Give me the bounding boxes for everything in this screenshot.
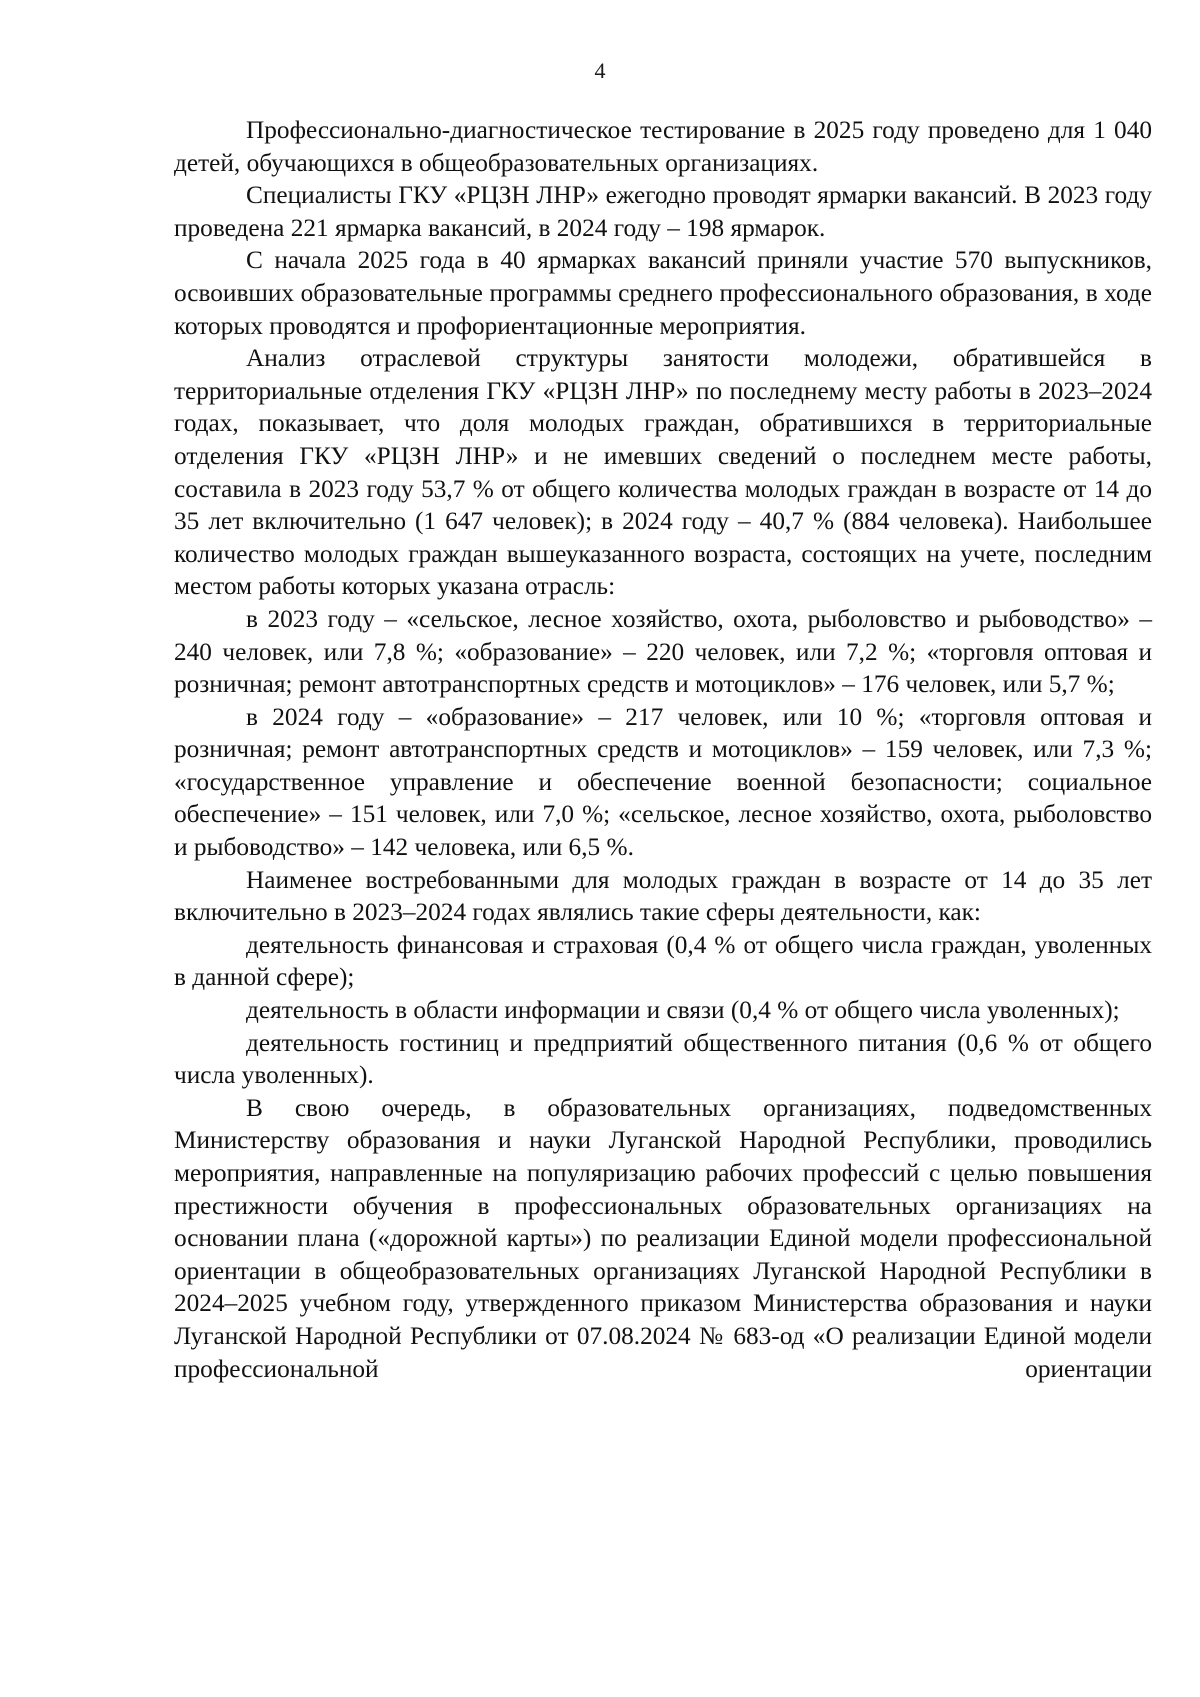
paragraph-employment-analysis: Анализ отраслевой структуры занятости молодежи, обратившейся в территориальные отделения ГКУ «РЦЗН ЛНР» по последнему месту работы в 2023–2024 годах, показывает, что доля молодых граждан, обратившихся в территориальные отделения ГКУ «РЦЗН ЛНР» и не имевших сведений о последнем месте работы, составила в 2023 году 53,7 % от общего количества молодых граждан в возрасте от 14 до 35 лет включительно (1 647 человек); в 2024 году – 40,7 % (884 человека). Наибольшее количество молодых граждан вышеуказанного возраста, состоящих на учете, последним местом работы которых указана отрасль: (174, 344, 1152, 601)
paragraph-graduates: С начала 2025 года в 40 ярмарках вакансий приняли участие 570 выпускников, освоивших образовательные программы среднего профессионального образования, в ходе которых проводятся и профориентационные мероприятия. (174, 246, 1152, 340)
paragraph-testing: Профессионально-диагностическое тестирование в 2025 году проведено для 1 040 детей, обучающихся в общеобразовательных организациях. (174, 116, 1152, 177)
paragraph-2024-sectors: в 2024 году – «образование» – 217 человек, или 10 %; «торговля оптовая и розничная; ремонт автотранспортных средств и мотоциклов» – 159 человек, или 7,3 %; «государственное управление и обеспечение военной безопасности; социальное обеспечение» – 151 человек, или 7,0 %; «сельское, лесное хозяйство, охота, рыболовство и рыбоводство» – 142 человека, или 6,5 %. (174, 702, 1152, 862)
paragraph-education-ministry: В свою очередь, в образовательных организациях, подведомственных Министерству образования и науки Луганской Народной Республики, проводились мероприятия, направленные на популяризацию рабочих профессий с целью повышения престижности обучения в профессиональных образовательных организациях на основании плана («дорожной карты») по реализации Единой модели профессиональной ориентации в общеобразовательных организациях Луганской Народной Республики в 2024–2025 учебном году, утвержденного приказом Министерства образования и науки Луганской Народной Республики от 07.08.2024 № 683-од «О реализации Единой модели профессиональной ориентации (174, 1093, 1152, 1383)
paragraph-job-fairs: Специалисты ГКУ «РЦЗН ЛНР» ежегодно проводят ярмарки вакансий. В 2023 году проведена 221 ярмарка вакансий, в 2024 году – 198 ярмарок. (174, 181, 1152, 242)
paragraph-hotels-catering: деятельность гостиниц и предприятий общественного питания (0,6 % от общего числа уволенных). (174, 1028, 1152, 1090)
paragraph-finance-insurance: деятельность финансовая и страховая (0,4 % от общего числа граждан, уволенных в данной сфере); (174, 930, 1152, 992)
document-body (174, 114, 1152, 1385)
page-number: 4 (594, 58, 606, 83)
paragraph-information-communication: деятельность в области информации и связи (0,4 % от общего числа уволенных); (246, 996, 1120, 1025)
paragraph-2023-sectors: в 2023 году – «сельское, лесное хозяйство, охота, рыболовство и рыбоводство» – 240 человек, или 7,8 %; «образование» – 220 человек, или 7,2 %; «торговля оптовая и розничная; ремонт автотранспортных средств и мотоциклов» – 176 человек, или 5,7 %; (174, 604, 1152, 699)
paragraph-least-demanded: Наименее востребованными для молодых граждан в возрасте от 14 до 35 лет включительно в 2023–2024 годах являлись такие сферы деятельности, как: (174, 865, 1152, 927)
